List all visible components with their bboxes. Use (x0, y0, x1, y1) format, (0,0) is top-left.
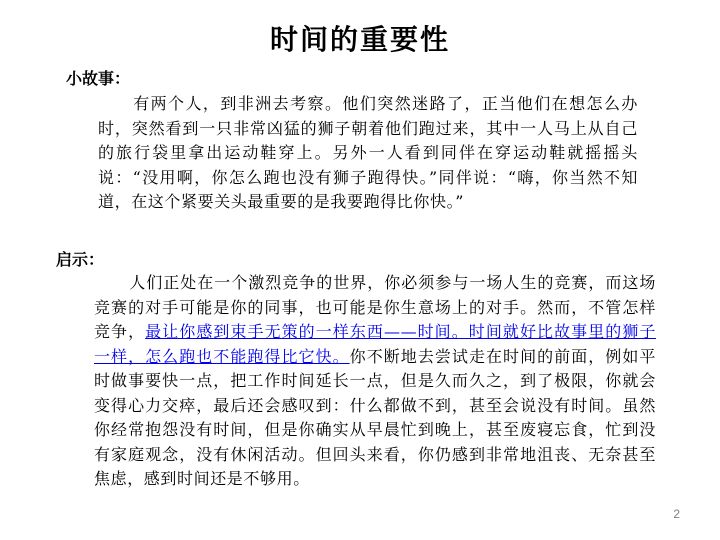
insight-paragraph (94, 271, 656, 492)
insight-text-after: 你不断地去尝试走在时间的前面，例如平时做事要快一点，把工作时间延长一点，但是久而久之，到了极限，你就会变得心力交瘁，最后还会感叹到：什么都做不到，甚至会说没有时间。虽然你经常抱怨没有时间，但是你确实从早晨忙到晚上，甚至废寝忘食，忙到没有家庭观念，没有休闲活动。但回头来看，你仍感到非常地沮丧、无奈甚至焦虑，感到时间还是不够用。 (94, 346, 656, 488)
story-heading: 小故事： (66, 69, 131, 88)
story-paragraph: 有两个人，到非洲去考察。他们突然迷路了，正当他们在想怎么办时，突然看到一只非常凶猛的狮子朝着他们跑过来，其中一人马上从自己的旅行袋里拿出运动鞋穿上。另外一人看到同伴在穿运动鞋就摇摇头说：“没用啊，你怎么跑也没有狮子跑得快。”同伴说：“嗨，你当然不知道，在这个紧要关头最重要的是我要跑得比你快。” (98, 94, 638, 212)
slide-title: 时间的重要性 (269, 23, 450, 56)
insight-link[interactable]: 最让你感到束手无策的一样东西——时间。时间就好比故事里的狮子一样，怎么跑也不能跑得比它快。 (94, 322, 656, 366)
page-number: 2 (673, 507, 680, 521)
insight-heading: 启示： (56, 250, 105, 269)
insight-text-before: 人们正处在一个激烈竞争的世界，你必须参与一场人生的竞赛，而这场竞赛的对手可能是你的同事，也可能是你生意场上的对手。然而，不管怎样竞争， (94, 273, 656, 341)
